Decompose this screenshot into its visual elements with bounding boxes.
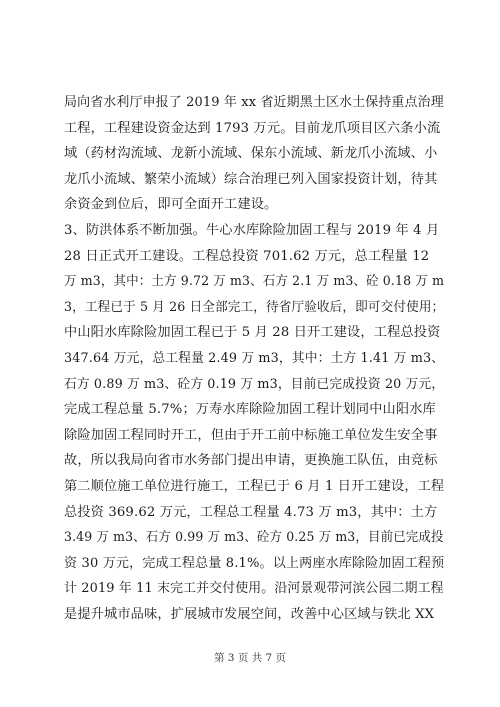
text-line: 3、防洪体系不断加强。牛心水库除险加固工程与 2019 年 4 月 xyxy=(64,223,440,238)
text-line: 3，工程已于 5 月 26 日全部完工，待省厅验收后，即可交付使用； xyxy=(64,299,445,315)
text-line: 总投资 369.62 万元，工程总工程量 4.73 万 m3，其中：土方 xyxy=(64,504,438,520)
text-line: 石方 0.89 万 m3、砼方 0.19 万 m3，目前已完成投资 20 万元， xyxy=(64,376,445,392)
text-line: 347.64 万元，总工程量 2.49 万 m3，其中：土方 1.41 万 m3、 xyxy=(64,351,445,366)
text-line: 第二顺位施工单位进行施工，工程已于 6 月 1 日开工建设，工程 xyxy=(64,479,445,494)
text-line: 28 日正式开工建设。工程总投资 701.62 万元，总工程量 12 xyxy=(64,248,430,264)
text-line: 资 30 万元，完成工程总量 8.1%。以上两座水库除险加固工程预 xyxy=(64,555,445,571)
text-line: 除险加固工程同时开工，但由于开工前中标施工单位发生安全事 xyxy=(64,427,438,443)
text-line: 计 2019 年 11 末完工并交付使用。沿河景观带河滨公园二期工程 xyxy=(64,581,444,597)
text-line: 3.49 万 m3、石方 0.99 万 m3、砼方 0.25 万 m3，目前已完成投 xyxy=(64,530,444,546)
text-line: 中山阳水库除险加固工程已于 5 月 28 日开工建设，工程总投资 xyxy=(64,325,441,341)
text-line: 工程，工程建设资金达到 1793 万元。目前龙爪项目区六条小流 xyxy=(64,120,441,136)
text-line: 故，所以我局向省市水务部门提出申请，更换施工队伍，由竞标 xyxy=(64,453,438,469)
text-line: 是提升城市品味，扩展城市发展空间，改善中心区域与铁北 XX xyxy=(64,607,435,622)
page-footer: 第 3 页 共 7 页 xyxy=(213,652,287,664)
text-line: 万 m3，其中：土方 9.72 万 m3、石方 2.1 万 m3、砼 0.18 万 m xyxy=(64,274,445,290)
text-line: 完成工程总量 5.7%；万寿水库除险加固工程计划同中山阳水库 xyxy=(64,402,436,418)
text-line: 域（药材沟流域、龙新小流域、保东小流域、新龙爪小流域、小 xyxy=(64,146,438,162)
text-line: 龙爪小流域、繁荣小流域）综合治理已列入国家投资计划，待其 xyxy=(64,171,438,187)
text-line: 局向省水利厅申报了 2019 年 xx 省近期黑土区水土保持重点治理 xyxy=(64,95,444,110)
text-line: 余资金到位后，即可全面开工建设。 xyxy=(64,197,278,213)
